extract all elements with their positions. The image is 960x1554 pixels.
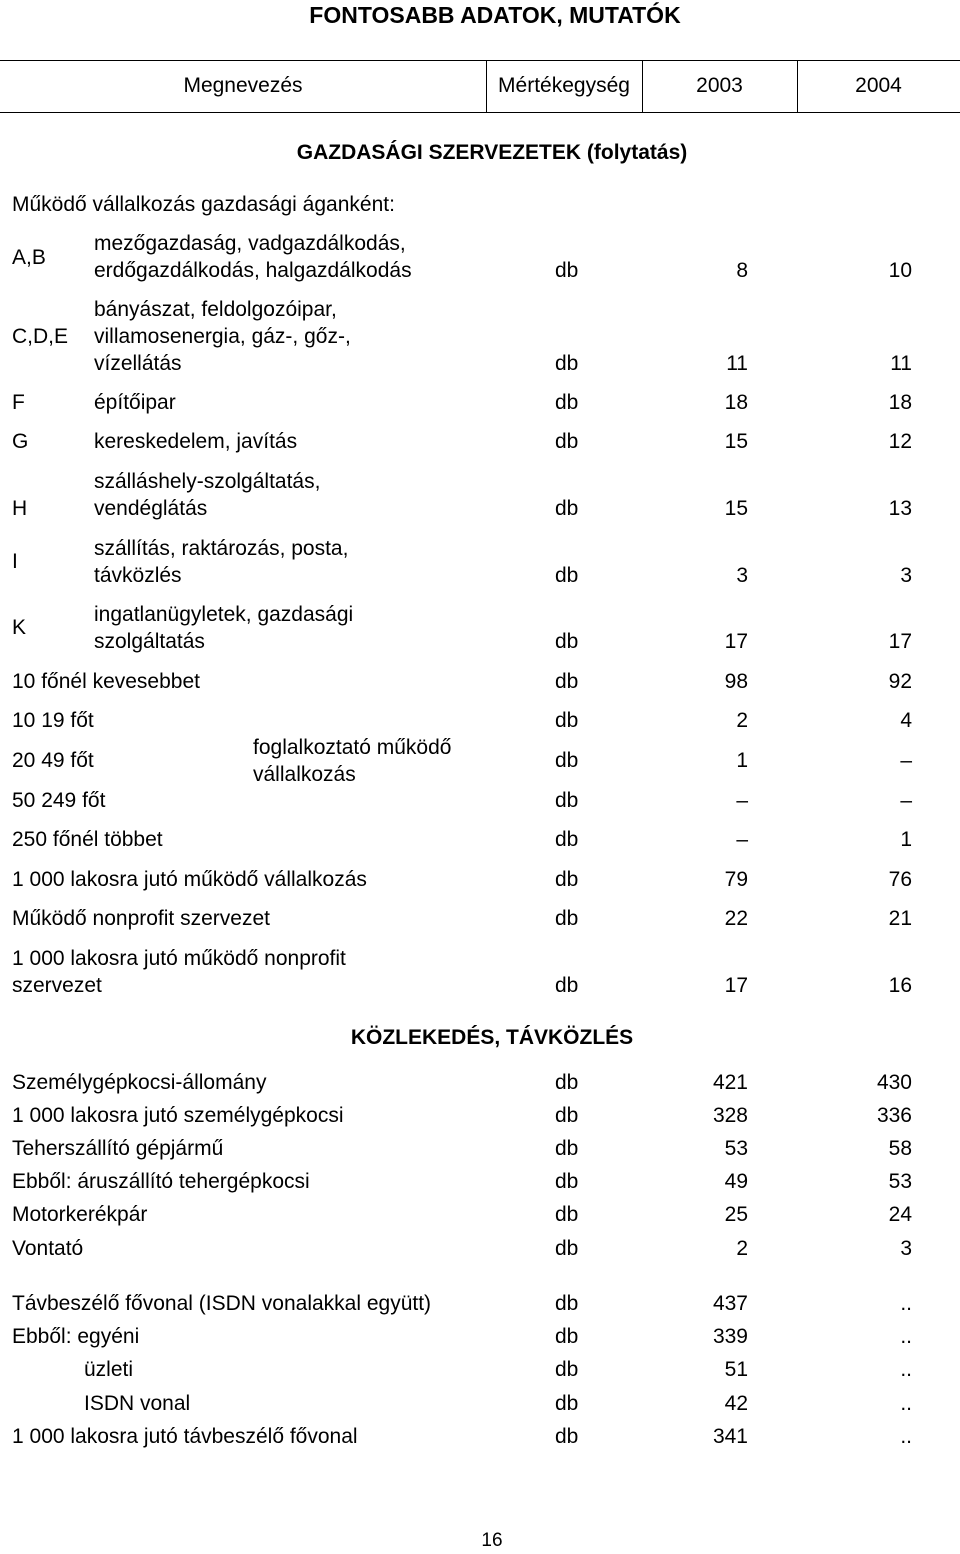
row-unit: db	[555, 709, 579, 732]
row-value-2004: 24	[888, 1203, 912, 1226]
row-label: Ebből: egyéni	[12, 1325, 140, 1348]
row-value-2003: 11	[726, 352, 748, 375]
row-value-2003: 98	[724, 670, 748, 693]
row-value-2003: 339	[712, 1325, 748, 1348]
row-value-2004: 11	[890, 352, 912, 375]
row-label: 1 000 lakosra jutó működő nonprofit	[12, 947, 346, 970]
row-label: erdőgazdálkodás, halgazdálkodás	[94, 259, 412, 282]
row-value-2003: –	[736, 789, 748, 812]
row-code: I	[12, 550, 18, 573]
row-value-2004: 17	[888, 630, 912, 653]
page-title: FONTOSABB ADATOK, MUTATÓK	[309, 2, 681, 28]
row-label: 20 49 főt	[12, 749, 94, 772]
row-label: szervezet	[12, 974, 102, 997]
row-value-2004: 3	[900, 1237, 912, 1260]
row-unit: db	[555, 564, 579, 587]
row-value-2004: 92	[888, 670, 912, 693]
row-unit: db	[555, 1203, 579, 1226]
row-label: Távbeszélő fővonal (ISDN vonalakkal együtt)	[12, 1292, 432, 1315]
row-value-2004: –	[900, 789, 912, 812]
row-value-2004: 4	[900, 709, 912, 732]
row-unit: db	[555, 430, 579, 453]
row-label: Ebből: áruszállító tehergépkocsi	[12, 1170, 310, 1193]
header-name: Megnevezés	[183, 74, 303, 97]
row-unit: db	[555, 1325, 579, 1348]
row-label: bányászat, feldolgozóipar,	[94, 298, 337, 321]
row-label: üzleti	[84, 1358, 134, 1381]
row-label: Személygépkocsi-állomány	[12, 1071, 267, 1094]
row-label: ISDN vonal	[84, 1392, 191, 1415]
row-value-2003: –	[736, 828, 748, 851]
row-value-2003: 3	[736, 564, 748, 587]
row-value-2004: 10	[888, 259, 912, 282]
page-number: 16	[481, 1530, 503, 1551]
row-value-2003: 49	[724, 1170, 748, 1193]
row-label: építőipar	[94, 391, 176, 414]
row-unit: db	[555, 1425, 579, 1448]
row-code: G	[12, 430, 29, 453]
row-value-2004: 53	[888, 1170, 912, 1193]
row-value-2003: 51	[724, 1358, 748, 1381]
header-year-2004: 2004	[855, 74, 902, 97]
row-value-2004: ..	[900, 1358, 912, 1381]
row-code: A,B	[12, 246, 46, 269]
row-label: kereskedelem, javítás	[94, 430, 298, 453]
row-label: 10 főnél kevesebbet	[12, 670, 200, 693]
row-value-2003: 437	[712, 1292, 748, 1315]
group-label: foglalkoztató működő	[253, 736, 452, 759]
row-value-2004: 336	[876, 1104, 912, 1127]
row-label: Teherszállító gépjármű	[12, 1137, 224, 1160]
row-value-2003: 15	[724, 497, 748, 520]
row-value-2003: 2	[736, 1237, 748, 1260]
group-label: vállalkozás	[253, 763, 356, 786]
row-label: 10 19 főt	[12, 709, 94, 732]
row-label: Működő nonprofit szervezet	[12, 907, 270, 930]
row-value-2004: 3	[900, 564, 912, 587]
row-unit: db	[555, 391, 579, 414]
row-label: Vontató	[12, 1237, 84, 1260]
row-value-2003: 25	[724, 1203, 748, 1226]
row-value-2003: 53	[724, 1137, 748, 1160]
row-unit: db	[555, 1358, 579, 1381]
row-value-2003: 1	[736, 749, 748, 772]
row-value-2003: 42	[724, 1392, 748, 1415]
row-label: vízellátás	[94, 352, 182, 375]
row-unit: db	[555, 1392, 579, 1415]
row-label: mezőgazdaság, vadgazdálkodás,	[94, 232, 406, 255]
row-unit: db	[555, 1170, 579, 1193]
row-value-2003: 17	[724, 974, 748, 997]
row-value-2004: ..	[900, 1292, 912, 1315]
row-unit: db	[555, 259, 579, 282]
row-label: 1 000 lakosra jutó személygépkocsi	[12, 1104, 344, 1127]
row-unit: db	[555, 974, 579, 997]
row-value-2003: 341	[712, 1425, 748, 1448]
row-unit: db	[555, 1104, 579, 1127]
row-value-2003: 79	[724, 868, 748, 891]
row-code: F	[12, 391, 25, 414]
row-value-2004: 58	[888, 1137, 912, 1160]
row-code: K	[12, 616, 27, 639]
row-label: Motorkerékpár	[12, 1203, 148, 1226]
row-value-2003: 421	[712, 1071, 748, 1094]
row-unit: db	[555, 868, 579, 891]
row-label: 1 000 lakosra jutó működő vállalkozás	[12, 868, 367, 891]
row-label: villamosenergia, gáz-, gőz-,	[94, 325, 351, 348]
header-unit: Mértékegység	[498, 74, 630, 97]
row-value-2004: 12	[888, 430, 912, 453]
row-value-2004: ..	[900, 1392, 912, 1415]
row-value-2004: –	[900, 749, 912, 772]
row-label: 250 főnél többet	[12, 828, 163, 851]
row-unit: db	[555, 630, 579, 653]
row-unit: db	[555, 1237, 579, 1260]
section-title-gazdasagi: GAZDASÁGI SZERVEZETEK (folytatás)	[296, 141, 688, 164]
row-unit: db	[555, 1137, 579, 1160]
row-label: távközlés	[94, 564, 182, 587]
row-unit: db	[555, 789, 579, 812]
header-year-2003: 2003	[696, 74, 743, 97]
row-label: ingatlanügyletek, gazdasági	[94, 603, 354, 626]
row-value-2004: 21	[888, 907, 912, 930]
row-unit: db	[555, 1071, 579, 1094]
row-value-2004: 1	[900, 828, 912, 851]
row-value-2004: 430	[876, 1071, 912, 1094]
row-value-2004: 18	[888, 391, 912, 414]
header-bottom-rule	[0, 112, 960, 113]
row-label: 1 000 lakosra jutó távbeszélő fővonal	[12, 1425, 358, 1448]
row-code: H	[12, 497, 28, 520]
row-label: vendéglátás	[94, 497, 208, 520]
row-value-2003: 17	[724, 630, 748, 653]
row-value-2004: ..	[900, 1425, 912, 1448]
row-value-2004: 76	[888, 868, 912, 891]
row-label: szállítás, raktározás, posta,	[94, 537, 349, 560]
row-value-2004: ..	[900, 1325, 912, 1348]
row-unit: db	[555, 907, 579, 930]
row-value-2003: 8	[736, 259, 748, 282]
row-unit: db	[555, 1292, 579, 1315]
row-value-2004: 13	[888, 497, 912, 520]
row-label: szálláshely-szolgáltatás,	[94, 470, 321, 493]
row-value-2003: 328	[712, 1104, 748, 1127]
row-value-2003: 15	[724, 430, 748, 453]
row-unit: db	[555, 352, 579, 375]
row-unit: db	[555, 497, 579, 520]
row-value-2004: 16	[888, 974, 912, 997]
agankent-heading: Működő vállalkozás gazdasági áganként:	[12, 193, 395, 216]
row-value-2003: 2	[736, 709, 748, 732]
row-unit: db	[555, 749, 579, 772]
row-code: C,D,E	[12, 325, 69, 348]
row-label: 50 249 főt	[12, 789, 106, 812]
row-value-2003: 22	[724, 907, 748, 930]
row-unit: db	[555, 670, 579, 693]
row-label: szolgáltatás	[94, 630, 205, 653]
row-value-2003: 18	[724, 391, 748, 414]
section-title-kozlekedes: KÖZLEKEDÉS, TÁVKÖZLÉS	[350, 1026, 634, 1049]
row-unit: db	[555, 828, 579, 851]
